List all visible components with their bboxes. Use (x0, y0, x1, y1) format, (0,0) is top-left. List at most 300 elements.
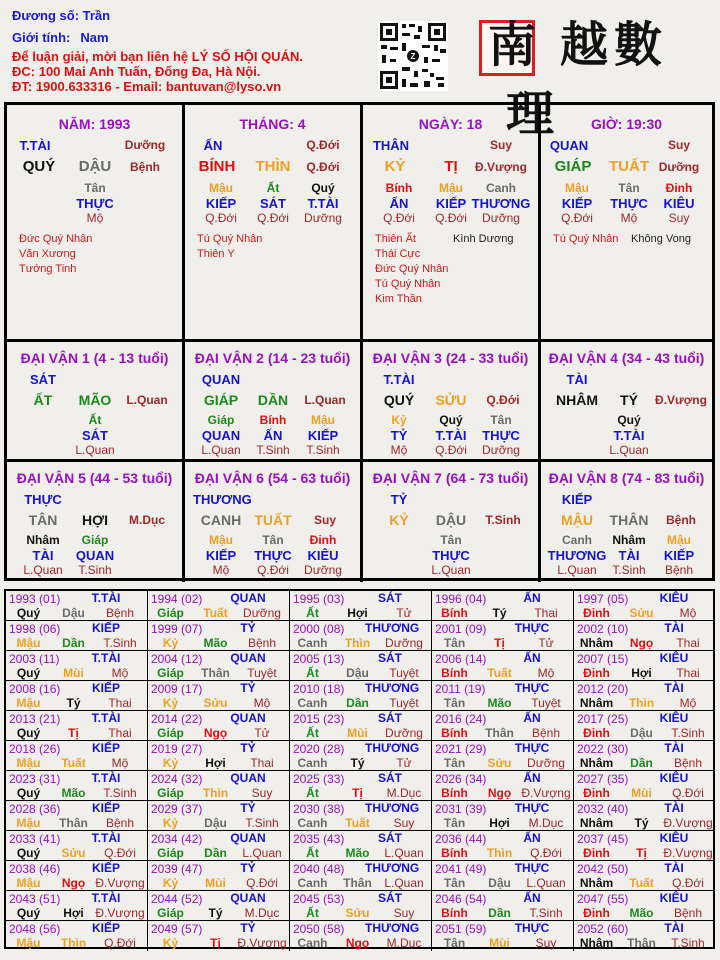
hidden-stage: Dưỡng (304, 563, 342, 577)
year-age: 1998 (06) (9, 622, 61, 636)
ten-god-label: SÁT (378, 831, 402, 845)
life-stage: Tử (396, 606, 412, 620)
heavenly-stem: Canh (297, 636, 328, 650)
life-stage: Tử (538, 636, 554, 650)
dai-van-title: ĐẠI VẬN 5 (44 - 53 tuổi) (16, 470, 173, 486)
year-cell[interactable] (290, 711, 432, 741)
star-item: Thái Cực (375, 248, 421, 260)
heavenly-stem: Kỷ (162, 816, 179, 830)
logo-title: 越數理 (506, 17, 669, 142)
year-cell[interactable] (290, 861, 432, 891)
year-age: 2017 (25) (577, 712, 629, 726)
ten-god-label: KIÊU (659, 711, 689, 725)
earthly-branch: Thân (627, 936, 656, 950)
hidden-ten-god: KIÊU (663, 196, 695, 211)
ten-god-label: ẤN (523, 711, 541, 725)
hidden-stem: Tân (618, 181, 640, 195)
year-cell[interactable] (574, 801, 713, 831)
earthly-branch: Dần (62, 636, 85, 650)
earthly-branch: DẬU (435, 512, 467, 528)
star-item: Không Vong (631, 233, 691, 245)
year-age: 2025 (33) (293, 772, 345, 786)
hidden-stem: Ất (266, 181, 280, 195)
heavenly-stem: Bính (441, 726, 468, 740)
life-stage: Bệnh (673, 756, 703, 770)
earthly-branch: TỊ (444, 158, 458, 175)
year-cell[interactable] (432, 681, 574, 711)
earthly-branch: THÌN (255, 158, 291, 175)
dai-van-7[interactable] (363, 462, 541, 582)
dai-van-3[interactable] (363, 342, 541, 462)
earthly-branch: Tị (636, 846, 647, 860)
year-cell[interactable] (290, 921, 432, 951)
year-cell[interactable] (6, 651, 148, 681)
earthly-branch: Hợi (63, 906, 84, 920)
year-cell[interactable] (148, 651, 290, 681)
ten-god-label: TỶ (240, 921, 256, 935)
year-cell[interactable] (148, 801, 290, 831)
earthly-branch: Tý (350, 756, 365, 770)
life-stage: Thai (676, 666, 700, 680)
dai-van-title: ĐẠI VẬN 4 (34 - 43 tuổi) (548, 350, 705, 366)
earthly-branch: Thân (59, 816, 88, 830)
year-cell[interactable] (574, 741, 713, 771)
ten-god-label: ẤN (203, 138, 223, 153)
life-stage: Mộ (679, 696, 697, 710)
hidden-ten-god: T.TÀI (307, 196, 339, 211)
heavenly-stem: CANH (200, 512, 242, 528)
heavenly-stem: Quý (16, 666, 41, 680)
year-cell[interactable] (574, 921, 713, 951)
life-stage: M.Dục (386, 786, 422, 800)
year-age: 2005 (13) (293, 652, 345, 666)
life-stage: Dưỡng (527, 756, 565, 770)
hidden-stem: Quý (311, 181, 335, 195)
ten-god-label: SÁT (30, 372, 56, 387)
ten-god-label: TÀI (664, 921, 684, 935)
life-stage: Tử (396, 756, 412, 770)
year-age: 2048 (56) (9, 922, 61, 936)
life-stage: Bệnh (105, 816, 135, 830)
gender-label: Giới tính: (12, 30, 71, 45)
earthly-branch: DẬU (78, 158, 112, 175)
hidden-stem: Mậu (209, 533, 233, 547)
qr-code-icon[interactable] (378, 21, 448, 91)
ten-god-label: TÀI (664, 861, 684, 875)
ten-god-label: QUAN (230, 711, 266, 725)
ten-god-label: KIẾP (91, 681, 120, 695)
hidden-stage: L.Quan (201, 443, 241, 457)
life-stage: Q.Đới (672, 786, 704, 800)
hidden-stage: Q.Đới (435, 443, 467, 457)
year-cell[interactable] (432, 741, 574, 771)
earthly-branch: MÃO (78, 392, 112, 408)
hidden-ten-god: TỶ (390, 428, 408, 443)
life-stage: L.Quan (526, 876, 566, 890)
year-cell[interactable] (290, 621, 432, 651)
year-age: 2007 (15) (577, 652, 629, 666)
gender-value: Nam (80, 30, 109, 45)
year-age: 2010 (18) (293, 682, 345, 696)
owner-name: Đương số: Trần (12, 8, 111, 23)
year-age: 2043 (51) (9, 892, 61, 906)
year-age: 2008 (16) (9, 682, 61, 696)
year-cell[interactable] (290, 771, 432, 801)
ten-god-label: TỶ (240, 681, 256, 695)
heavenly-stem: Giáp (157, 906, 184, 920)
dai-van-8[interactable] (541, 462, 712, 582)
year-cell[interactable] (574, 621, 713, 651)
year-cell[interactable] (290, 591, 432, 621)
year-age: 2000 (08) (293, 622, 345, 636)
star-item: Thiên Ất (375, 233, 416, 245)
year-cell[interactable] (574, 651, 713, 681)
year-cell[interactable] (6, 621, 148, 651)
life-stage: Dưỡng (385, 726, 423, 740)
life-stage: Mộ (111, 756, 129, 770)
year-age: 2031 (39) (435, 802, 487, 816)
earthly-branch: Tuất (487, 666, 512, 680)
heavenly-stem: Đinh (583, 786, 610, 800)
hidden-stem: Nhâm (26, 533, 60, 547)
year-age: 2020 (28) (293, 742, 345, 756)
year-age: 2033 (41) (9, 832, 61, 846)
ten-god-label: QUAN (230, 831, 266, 845)
ten-god-label: THỰC (514, 921, 550, 935)
year-cell[interactable] (432, 621, 574, 651)
auspicious-stars (197, 232, 262, 262)
life-stage: Dưỡng (385, 636, 423, 650)
branch-stage: L.Quan (304, 393, 346, 407)
earthly-branch: Mùi (205, 876, 226, 890)
ten-god-label: THỰC (514, 681, 550, 695)
life-stage: Suy (251, 786, 273, 800)
year-cell[interactable] (432, 651, 574, 681)
contact-address: ĐC: 100 Mai Anh Tuấn, Đống Đa, Hà Nội. (12, 64, 261, 79)
year-cell[interactable] (290, 801, 432, 831)
year-cell[interactable] (148, 621, 290, 651)
dai-van-6[interactable] (185, 462, 363, 582)
hidden-stage: Dưỡng (482, 443, 520, 457)
heavenly-stem: Tân (443, 756, 466, 770)
life-stage: L.Quan (242, 846, 282, 860)
earthly-branch: Sửu (203, 696, 228, 710)
earthly-branch: SỬU (435, 392, 467, 408)
chart-owner-info (12, 8, 303, 94)
year-age: 2036 (44) (435, 832, 487, 846)
heavenly-stem: Quý (16, 906, 41, 920)
year-cell[interactable] (148, 921, 290, 951)
year-age: 1993 (01) (9, 592, 61, 606)
hidden-stem: Mậu (565, 181, 589, 195)
earthly-branch: Sửu (629, 606, 654, 620)
hidden-stem: Giáp (81, 533, 109, 547)
year-age: 2026 (34) (435, 772, 487, 786)
life-stage: L.Quan (384, 876, 424, 890)
dai-van-4[interactable] (541, 342, 712, 462)
ten-god-label: KIÊU (659, 591, 689, 605)
year-age: 2049 (57) (151, 922, 203, 936)
hidden-stem: Tân (490, 413, 512, 427)
year-cell[interactable] (6, 741, 148, 771)
earthly-branch: Tị (494, 636, 505, 650)
hidden-stem: Nhâm (612, 533, 646, 547)
ten-god-label: TỶ (240, 621, 256, 635)
hidden-stem: Mậu (311, 413, 335, 427)
hidden-stage: Q.Đới (435, 211, 467, 225)
contact-phone-email[interactable]: ĐT: 1900.633316 - Email: bantuvan@lyso.vn (12, 79, 282, 94)
year-age: 2003 (11) (9, 652, 60, 666)
dai-van-1[interactable] (7, 342, 185, 462)
branch-stage: M.Dục (129, 513, 165, 527)
year-cell[interactable] (290, 681, 432, 711)
year-cell[interactable] (290, 831, 432, 861)
hidden-stage: Dưỡng (482, 211, 520, 225)
year-cell[interactable] (148, 891, 290, 921)
ten-god-label: THỰC (514, 801, 550, 815)
hidden-stage: L.Quan (23, 563, 63, 577)
dai-van-2[interactable] (185, 342, 363, 462)
year-cell[interactable] (432, 801, 574, 831)
hidden-stage: L.Quan (431, 563, 471, 577)
life-stage: Q.Đới (530, 846, 562, 860)
star-item: Tú Quý Nhân (553, 233, 619, 245)
earthly-branch: Ngọ (61, 876, 86, 890)
earthly-branch: TÝ (620, 392, 638, 408)
life-stage: Mộ (679, 606, 697, 620)
dai-van-title: ĐẠI VẬN 8 (74 - 83 tuổi) (548, 470, 705, 486)
ten-god-label: T.TÀI (19, 138, 51, 153)
ten-god-label: TÀI (664, 681, 684, 695)
hidden-stage: Q.Đới (257, 211, 289, 225)
logo-seal-char: 南 (488, 17, 543, 73)
ten-god-label: TÀI (664, 621, 684, 635)
ten-god-label: TỶ (240, 741, 256, 755)
year-cell[interactable] (148, 771, 290, 801)
heavenly-stem: Nhâm (579, 636, 614, 650)
hidden-ten-god: THƯƠNG (547, 548, 607, 563)
life-stage: Mộ (537, 666, 555, 680)
earthly-branch: Tý (208, 906, 223, 920)
earthly-branch: Tuất (61, 756, 86, 770)
star-item: Kim Thần (375, 293, 422, 305)
year-cell[interactable] (6, 711, 148, 741)
ten-god-label: ẤN (523, 591, 541, 605)
ten-god-label: KIẾP (91, 921, 120, 935)
earthly-branch: Thân (201, 666, 230, 680)
heavenly-stem: Mậu (16, 756, 41, 770)
hidden-stage: Bệnh (664, 563, 694, 577)
year-cell[interactable] (574, 891, 713, 921)
hidden-stage: L.Quan (75, 443, 115, 457)
year-cell[interactable] (6, 591, 148, 621)
hidden-ten-god: TÀI (618, 548, 640, 563)
life-stage: L.Quan (384, 846, 424, 860)
heavenly-stem: Đinh (583, 666, 610, 680)
hidden-stem: Bính (385, 181, 413, 195)
heavenly-stem: MẬU (561, 512, 593, 528)
hidden-ten-god: THỰC (432, 548, 470, 563)
earthly-branch: Dậu (204, 816, 227, 830)
hidden-ten-god: TÀI (32, 548, 54, 563)
year-age: 2044 (52) (151, 892, 203, 906)
ten-god-label: SÁT (378, 771, 402, 785)
hidden-ten-god: KIẾP (435, 196, 467, 211)
ten-god-label: THỰC (24, 492, 62, 507)
dai-van-title: ĐẠI VẬN 1 (4 - 13 tuổi) (20, 350, 169, 366)
ten-god-label: SÁT (378, 651, 402, 665)
year-cell[interactable] (148, 741, 290, 771)
ten-god-label: TÀI (566, 372, 588, 387)
year-cell[interactable] (290, 891, 432, 921)
dai-van-5[interactable] (7, 462, 185, 582)
earthly-branch: Sửu (345, 906, 370, 920)
life-stage: M.Dục (386, 936, 422, 950)
earthly-branch: Tị (210, 936, 221, 950)
earthly-branch: Tị (68, 726, 79, 740)
heavenly-stem: Canh (297, 876, 328, 890)
earthly-branch: Tý (634, 816, 649, 830)
heavenly-stem: Nhâm (579, 936, 614, 950)
year-cell[interactable] (148, 681, 290, 711)
ten-god-label: KIẾP (91, 621, 120, 635)
heavenly-stem: GIÁP (554, 158, 592, 175)
earthly-branch: Thìn (628, 696, 655, 710)
hidden-stem: Tân (262, 533, 284, 547)
year-cell[interactable] (432, 921, 574, 951)
life-stage: Mộ (111, 666, 129, 680)
year-cell[interactable] (432, 771, 574, 801)
year-cell[interactable] (148, 591, 290, 621)
year-age: 2014 (22) (151, 712, 203, 726)
ten-god-label: KIẾP (91, 801, 120, 815)
heavenly-stem: Nhâm (579, 816, 614, 830)
year-cell[interactable] (6, 801, 148, 831)
year-cell[interactable] (432, 861, 574, 891)
life-stage: T.Sinh (671, 936, 705, 950)
hidden-stage: Dưỡng (304, 211, 342, 225)
year-cell[interactable] (432, 591, 574, 621)
heavenly-stem: Bính (441, 846, 468, 860)
year-cell[interactable] (574, 681, 713, 711)
year-cell[interactable] (574, 861, 713, 891)
year-cell[interactable] (6, 891, 148, 921)
pillar-title: NGÀY: 18 (418, 116, 483, 132)
year-cell[interactable] (290, 651, 432, 681)
year-cell[interactable] (6, 921, 148, 951)
ten-god-label: KIÊU (659, 891, 689, 905)
dai-van-title: ĐẠI VẬN 7 (64 - 73 tuổi) (372, 470, 529, 486)
pillar-month (185, 105, 363, 342)
earthly-branch: HỢI (82, 512, 108, 528)
heavenly-stem: Giáp (157, 666, 184, 680)
year-cell[interactable] (6, 771, 148, 801)
hidden-ten-god: QUAN (201, 428, 241, 443)
heavenly-stem: Ất (306, 666, 319, 680)
year-cell[interactable] (574, 831, 713, 861)
year-cell[interactable] (574, 711, 713, 741)
year-cell[interactable] (6, 831, 148, 861)
life-stage: Q.Đới (672, 876, 704, 890)
ten-god-label: T.TÀI (91, 771, 121, 785)
ten-god-label: TỶ (240, 801, 256, 815)
life-stage: Tuyệt (389, 666, 419, 680)
heavenly-stem: Đinh (583, 906, 610, 920)
hidden-stem: Mậu (439, 181, 463, 195)
year-cell[interactable] (574, 771, 713, 801)
year-age: 2002 (10) (577, 622, 629, 636)
auspicious-stars (19, 232, 92, 277)
heavenly-stem: Bính (441, 606, 468, 620)
hidden-stem: Tân (440, 533, 462, 547)
year-cell[interactable] (432, 831, 574, 861)
year-cell[interactable] (574, 591, 713, 621)
hidden-ten-god: ẤN (389, 196, 409, 211)
ten-god-label: THƯƠNG (193, 492, 252, 507)
year-age: 2027 (35) (577, 772, 629, 786)
heavenly-stem: Kỷ (162, 756, 179, 770)
life-stage: Q.Đới (104, 936, 136, 950)
year-cell[interactable] (432, 711, 574, 741)
hidden-ten-god: THỰC (76, 196, 114, 211)
year-cell[interactable] (6, 861, 148, 891)
heavenly-stem: QUÝ (22, 158, 56, 175)
heavenly-stem: Đinh (583, 846, 610, 860)
hidden-ten-god: SÁT (260, 196, 286, 211)
heavenly-stem: Ất (306, 786, 319, 800)
hidden-stem: Tân (84, 181, 106, 195)
hidden-stem: Bính (259, 413, 287, 427)
year-age: 2011 (19) (435, 682, 486, 696)
hidden-ten-god: KIẾP (561, 196, 593, 211)
heavenly-stem: Giáp (157, 606, 184, 620)
hidden-ten-god: THƯƠNG (471, 196, 531, 211)
earthly-branch: Tý (492, 606, 507, 620)
heavenly-stem: Mậu (16, 696, 41, 710)
heavenly-stem: Giáp (157, 786, 184, 800)
heavenly-stem: Quý (16, 726, 41, 740)
hidden-ten-god: THỰC (610, 196, 648, 211)
pillar-hour (541, 105, 712, 342)
year-cell[interactable] (148, 861, 290, 891)
heavenly-stem: Ất (306, 906, 319, 920)
life-stage: Đ.Vượng (237, 936, 287, 950)
heavenly-stem: Ất (306, 726, 319, 740)
life-stage: T.Sinh (103, 636, 137, 650)
hidden-stage: Q.Đới (561, 211, 593, 225)
hidden-ten-god: KIẾP (205, 196, 237, 211)
year-age: 2004 (12) (151, 652, 203, 666)
ten-god-label: KIẾP (91, 861, 120, 875)
year-cell[interactable] (432, 891, 574, 921)
life-stage: Suy (535, 936, 557, 950)
year-cell[interactable] (6, 681, 148, 711)
life-stage: Thai (108, 696, 132, 710)
year-cell[interactable] (148, 711, 290, 741)
stage-label: Dưỡng (124, 138, 166, 152)
branch-stage: Suy (313, 513, 336, 527)
heavenly-stem: Bính (441, 906, 468, 920)
life-stage: Tuyệt (247, 666, 277, 680)
year-cell[interactable] (290, 741, 432, 771)
hidden-stem: Ất (88, 413, 102, 427)
heavenly-stem: Đinh (583, 606, 610, 620)
year-age: 2046 (54) (435, 892, 487, 906)
heavenly-stem: Quý (16, 606, 41, 620)
year-age: 2022 (30) (577, 742, 629, 756)
earthly-branch: Tuất (629, 876, 654, 890)
year-cell[interactable] (148, 831, 290, 861)
